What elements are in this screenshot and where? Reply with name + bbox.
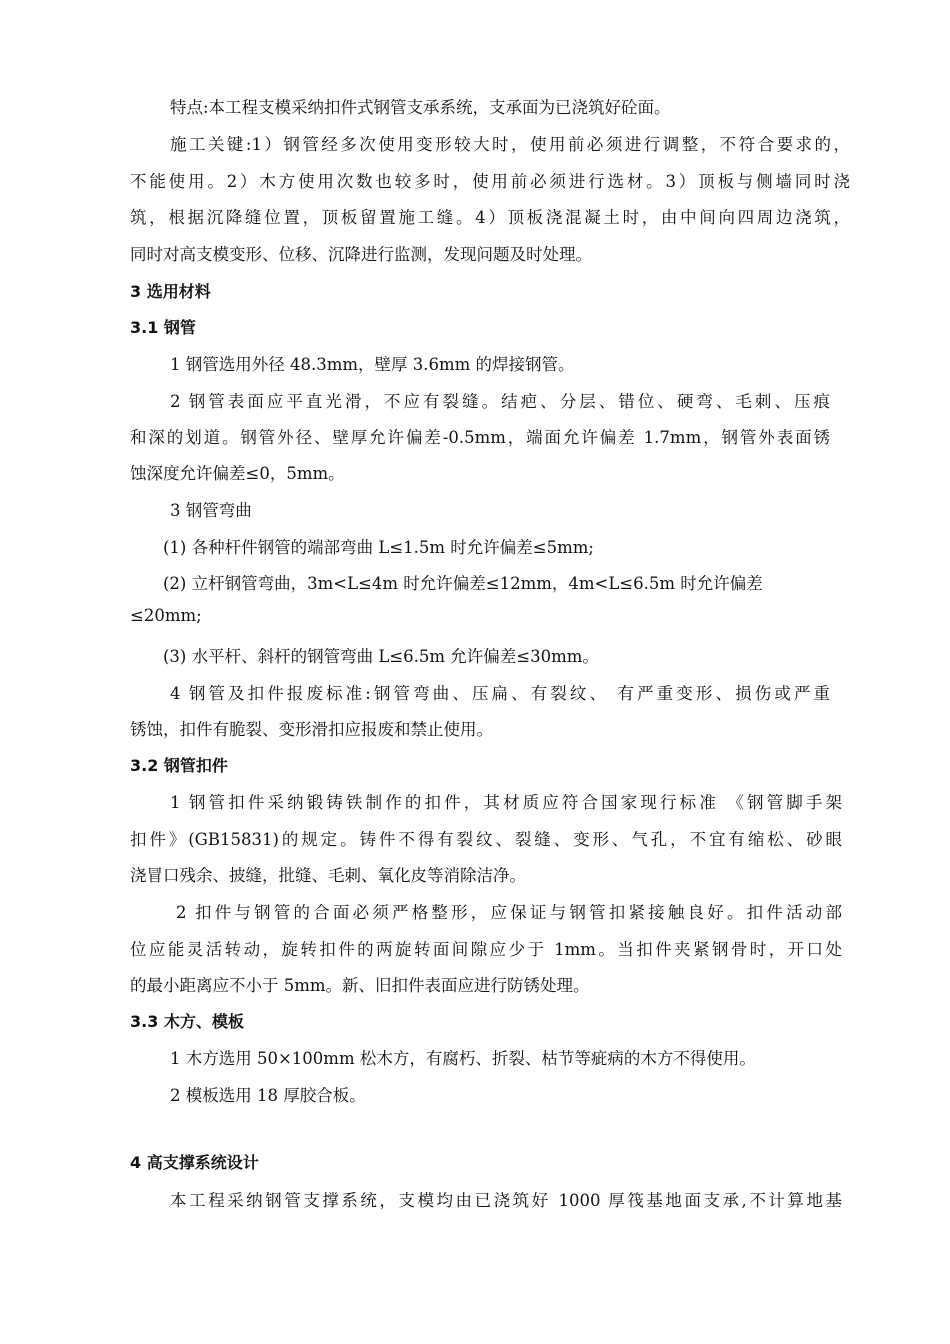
item-3-1-3: 3 钢管弯曲 — [170, 501, 252, 520]
item-3-1-2-line-1: 2 钢管表面应平直光滑，不应有裂缝。结疤、分层、错位、硬弯、毛刺、压痕 — [170, 392, 830, 411]
item-3-1-4-line-2: 锈蚀，扣件有脆裂、变形滑扣应报废和禁止使用。 — [130, 720, 493, 739]
item-3-1-2-line-3: 蚀深度允许偏差≤0，5mm。 — [130, 464, 345, 483]
paragraph-4-line-1: 本工程采纳钢管支撑系统，支模均由已浇筑好 1000 厚筏基地面支承,不计算地基 — [170, 1191, 842, 1210]
paragraph-key-points-line-3: 筑，根据沉降缝位置，顶板留置施工缝。4）顶板浇混凝土时，由中间向四周边浇筑， — [130, 208, 850, 227]
item-3-2-2-line-2: 位应能灵活转动，旋转扣件的两旋转面间隙应少于 1mm。当扣件夹紧钢骨时，开口处 — [130, 940, 842, 959]
paragraph-key-points-line-2: 不能使用。2）木方使用次数也较多时，使用前必须进行选材。3）顶板与侧墙同时浇 — [130, 172, 850, 191]
paragraph-features: 特点:本工程支模采纳扣件式钢管支承系统，支承面为已浇筑好砼面。 — [170, 98, 671, 117]
paragraph-key-points-line-4: 同时对高支模变形、位移、沉降进行监测，发现问题及时处理。 — [130, 245, 592, 264]
item-3-1-3-sub-1: (1) 各种杆件钢管的端部弯曲 L≤1.5m 时允许偏差≤5mm; — [163, 538, 594, 557]
item-3-1-2-line-2: 和深的划道。钢管外径、壁厚允许偏差-0.5mm，端面允许偏差 1.7mm，钢管外表面锈 — [130, 428, 830, 447]
section-heading-3: 3 选用材料 — [130, 282, 211, 301]
item-3-1-3-sub-3: (3) 水平杆、斜杆的钢管弯曲 L≤6.5m 允许偏差≤30mm。 — [163, 647, 599, 666]
item-3-3-1: 1 木方选用 50×100mm 松木方，有腐朽、折裂、枯节等疵病的木方不得使用。 — [170, 1049, 756, 1068]
paragraph-key-points-line-1: 施工关键:1）钢管经多次使用变形较大时，使用前必须进行调整，不符合要求的， — [170, 135, 850, 154]
section-heading-3-1: 3.1 钢管 — [130, 318, 196, 337]
item-3-1-1: 1 钢管选用外径 48.3mm，壁厚 3.6mm 的焊接钢管。 — [170, 355, 575, 374]
item-3-1-4-line-1: 4 钢管及扣件报废标准:钢管弯曲、压扁、有裂纹、 有严重变形、损伤或严重 — [170, 684, 830, 703]
item-3-1-3-sub-2-line-2: ≤20mm; — [130, 606, 202, 625]
section-heading-3-3: 3.3 木方、模板 — [130, 1012, 244, 1031]
item-3-2-2-line-3: 的最小距离应不小于 5mm。新、旧扣件表面应进行防锈处理。 — [130, 976, 590, 995]
item-3-2-1-line-3: 浇冒口残余、披缝，批缝、毛刺、氧化皮等消除洁净。 — [130, 866, 526, 885]
item-3-1-3-sub-2-line-1: (2) 立杆钢管弯曲，3m<L≤4m 时允许偏差≤12mm，4m<L≤6.5m 时允许偏差 — [163, 574, 763, 593]
item-3-2-1-line-1: 1 钢管扣件采纳锻铸铁制作的扣件，其材质应符合国家现行标准 《钢管脚手架 — [170, 793, 842, 812]
section-heading-3-2: 3.2 钢管扣件 — [130, 756, 228, 775]
item-3-2-1-line-2: 扣件》(GB15831)的规定。铸件不得有裂纹、裂缝、变形、气孔，不宜有缩松、砂眼 — [130, 830, 842, 849]
section-heading-4: 4 高支撑系统设计 — [130, 1153, 259, 1172]
item-3-3-2: 2 模板选用 18 厚胶合板。 — [170, 1086, 366, 1105]
item-3-2-2-line-1: 2 扣件与钢管的合面必须严格整形，应保证与钢管扣紧接触良好。扣件活动部 — [176, 903, 842, 922]
